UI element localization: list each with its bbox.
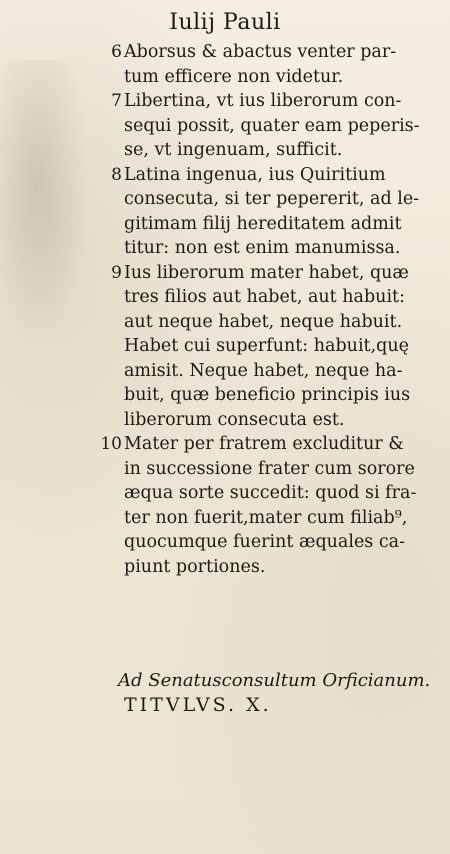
ink-bleed-stain xyxy=(0,60,95,360)
paragraph-entry xyxy=(111,40,440,89)
paragraph-list xyxy=(100,40,440,579)
text-line: Mater per fratrem excluditur & xyxy=(124,434,404,454)
paragraph-number: 8 xyxy=(111,164,122,185)
text-line: Habet cui superfunt: habuit,quę xyxy=(124,336,409,356)
paragraph-number: 9 xyxy=(111,262,122,283)
text-line: aut neque habet, neque habuit. xyxy=(124,311,403,332)
text-line: liberorum consecuta est. xyxy=(124,409,345,430)
text-line: ter non fuerit,mater cum filiab⁹, xyxy=(124,507,408,528)
paragraph-entry xyxy=(111,163,440,261)
running-header: Iulij Pauli xyxy=(169,10,281,35)
paragraph-entry xyxy=(111,261,440,433)
text-line: piunt portiones. xyxy=(124,556,266,577)
paragraph-number: 7 xyxy=(111,91,122,111)
text-line: titur: non est enim manumissa. xyxy=(124,238,401,258)
text-line: Libertina, vt ius liberorum con- xyxy=(124,91,402,111)
text-line: se, vt ingenuam, sufficit. xyxy=(124,140,343,160)
paragraph-number: 6 xyxy=(111,42,122,62)
text-line: amisit. Neque habet, neque ha- xyxy=(124,360,403,381)
text-line: Ius liberorum mater habet, quæ xyxy=(124,262,409,283)
paragraph-entry xyxy=(100,432,440,579)
text-line: consecuta, si ter pepererit, ad le- xyxy=(124,189,420,209)
text-line: Latina ingenua, ius Quiritium xyxy=(124,164,386,185)
section-title: Ad Senatusconsultum Orficianum. xyxy=(118,670,431,691)
text-line: buit, quæ beneficio principis ius xyxy=(124,385,411,405)
section-number: TITVLVS. X. xyxy=(124,694,272,716)
text-line: quocumque fuerint æquales ca- xyxy=(124,532,405,552)
paragraph-entry xyxy=(111,89,440,163)
text-line: Aborsus & abactus venter par- xyxy=(124,42,397,62)
text-line: æqua sorte succedit: quod si fra- xyxy=(124,483,417,503)
text-line: tum efficere non videtur. xyxy=(124,66,344,87)
text-line: sequi possit, quater eam peperis- xyxy=(124,115,420,136)
text-line: gitimam filij hereditatem admit xyxy=(124,213,402,234)
text-line: in successione frater cum sorore xyxy=(124,458,415,479)
paragraph-number: 10 xyxy=(100,434,122,454)
text-line: tres filios aut habet, aut habuit: xyxy=(124,287,405,307)
